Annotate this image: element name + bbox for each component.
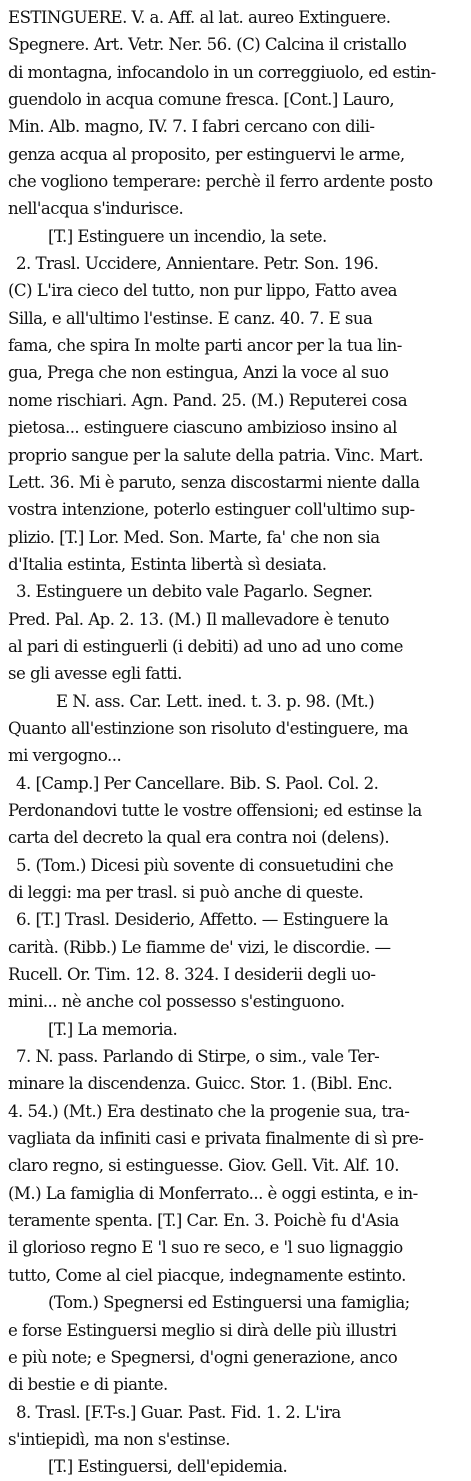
entry-line: gua, Prega che non estingua, Anzi la voce al suo: [8, 363, 389, 383]
entry-line: [T.] Estinguere un incendio, la sete.: [48, 226, 327, 246]
entry-line: Rucell. Or. Tim. 12. 8. 324. I desiderii degli uo-: [8, 965, 376, 985]
entry-line: Spegnere. Art. Vetr. Ner. 56. (C) Calcina il cristallo: [8, 35, 407, 55]
entry-line: e più note; e Spegnersi, d'ogni generazione, anco: [8, 1347, 398, 1367]
entry-line: di bestie e di piante.: [8, 1375, 168, 1395]
entry-line: 7. N. pass. Parlando di Stirpe, o sim., vale Ter-: [16, 1047, 380, 1067]
entry-line: d'Italia estinta, Estinta libertà sì desiata.: [8, 554, 327, 574]
entry-line: guendolo in acqua comune fresca. [Cont.] Lauro,: [8, 90, 395, 110]
entry-line: fama, che spira In molte parti ancor per la tua lin-: [8, 336, 402, 356]
entry-line: 8. Trasl. [F.T-s.] Guar. Past. Fid. 1. 2. L'ira: [16, 1402, 341, 1422]
entry-line: tutto, Come al ciel piacque, indegnamente estinto.: [8, 1265, 406, 1285]
entry-line: 4. [Camp.] Per Cancellare. Bib. S. Paol. Col. 2.: [16, 773, 379, 793]
entry-line: Lett. 36. Mi è paruto, senza discostarmi niente dalla: [8, 472, 420, 492]
entry-line: minare la discendenza. Guicc. Stor. 1. (Bibl. Enc.: [8, 1074, 393, 1094]
entry-line: mini... nè anche col possesso s'estinguono.: [8, 992, 345, 1012]
entry-line: vostra intenzione, poterlo estinguer coll'ultimo sup-: [8, 500, 415, 520]
entry-line: nell'acqua s'indurisce.: [8, 199, 184, 219]
entry-line: ESTINGUERE. V. a. Aff. al lat. aureo Extinguere.: [8, 8, 391, 27]
entry-line: nome rischiari. Agn. Pand. 25. (M.) Reputerei cosa: [8, 390, 408, 410]
entry-line: di montagna, infocandolo in un correggiuolo, ed estin-: [8, 62, 436, 82]
entry-line: e forse Estinguersi meglio si dirà delle più illustri: [8, 1320, 397, 1340]
entry-line: Perdonandovi tutte le vostre offensioni; ed estinse la: [8, 800, 422, 820]
entry-line: carità. (Ribb.) Le fiamme de' vizi, le discordie. —: [8, 937, 391, 957]
entry-line: [T.] Estinguersi, dell'epidemia.: [48, 1457, 288, 1477]
entry-line: E N. ass. Car. Lett. ined. t. 3. p. 98. (Mt.): [56, 691, 375, 711]
entry-line: 4. 54.) (Mt.) Era destinato che la progenie sua, tra-: [8, 1101, 410, 1121]
entry-line: Pred. Pal. Ap. 2. 13. (M.) Il mallevadore è tenuto: [8, 609, 389, 629]
entry-line: carta del decreto la qual era contra noi (delens).: [8, 828, 390, 848]
entry-line: pietosa... estinguere ciascuno ambizioso insino al: [8, 418, 397, 438]
entry-line: proprio sangue per la salute della patria. Vinc. Mart.: [8, 445, 424, 465]
entry-line: claro regno, si estinguesse. Giov. Gell. Vit. Alf. 10.: [8, 1156, 399, 1176]
entry-line: vagliata da infiniti casi e privata finalmente di sì pre-: [8, 1129, 424, 1149]
entry-line: teramente spenta. [T.] Car. En. 3. Poichè fu d'Asia: [8, 1211, 399, 1231]
entry-line: 6. [T.] Trasl. Desiderio, Affetto. — Estinguere la: [16, 910, 389, 930]
entry-line: (Tom.) Spegnersi ed Estinguersi una famiglia;: [48, 1293, 410, 1313]
entry-line: 5. (Tom.) Dicesi più sovente di consuetudini che: [16, 855, 394, 875]
entry-line: s'intiepidì, ma non s'estinse.: [8, 1429, 231, 1449]
entry-line: Quanto all'estinzione son risoluto d'estinguere, ma: [8, 718, 409, 738]
entry-line: il glorioso regno E 'l suo re seco, e 'l suo lignaggio: [8, 1238, 403, 1258]
entry-line: (M.) La famiglia di Monferrato... è oggi estinta, e in-: [8, 1183, 418, 1203]
entry-line: Min. Alb. magno, IV. 7. I fabri cercano con dili-: [8, 117, 375, 137]
entry-line: [T.] La memoria.: [48, 1019, 178, 1039]
entry-line: genza acqua al proposito, per estinguervi le arme,: [8, 144, 405, 164]
entry-line: al pari di estinguerli (i debiti) ad uno ad uno come: [8, 636, 403, 656]
dictionary-entry-estinguere: [8, 4, 463, 1481]
entry-line: 3. Estinguere un debito vale Pagarlo. Segner.: [16, 582, 373, 602]
entry-line: di leggi: ma per trasl. si può anche di queste.: [8, 883, 364, 902]
entry-line: che vogliono temperare: perchè il ferro ardente posto: [8, 172, 433, 192]
entry-line: se gli avesse egli fatti.: [8, 664, 182, 684]
entry-line: 2. Trasl. Uccidere, Annientare. Petr. Son. 196.: [16, 254, 379, 274]
entry-line: mi vergogno...: [8, 746, 122, 766]
entry-line: plizio. [T.] Lor. Med. Son. Marte, fa' che non sia: [8, 527, 380, 547]
entry-line: (C) L'ira cieco del tutto, non pur lippo, Fatto avea: [8, 281, 397, 301]
entry-line: Silla, e all'ultimo l'estinse. E canz. 40. 7. E sua: [8, 308, 373, 328]
